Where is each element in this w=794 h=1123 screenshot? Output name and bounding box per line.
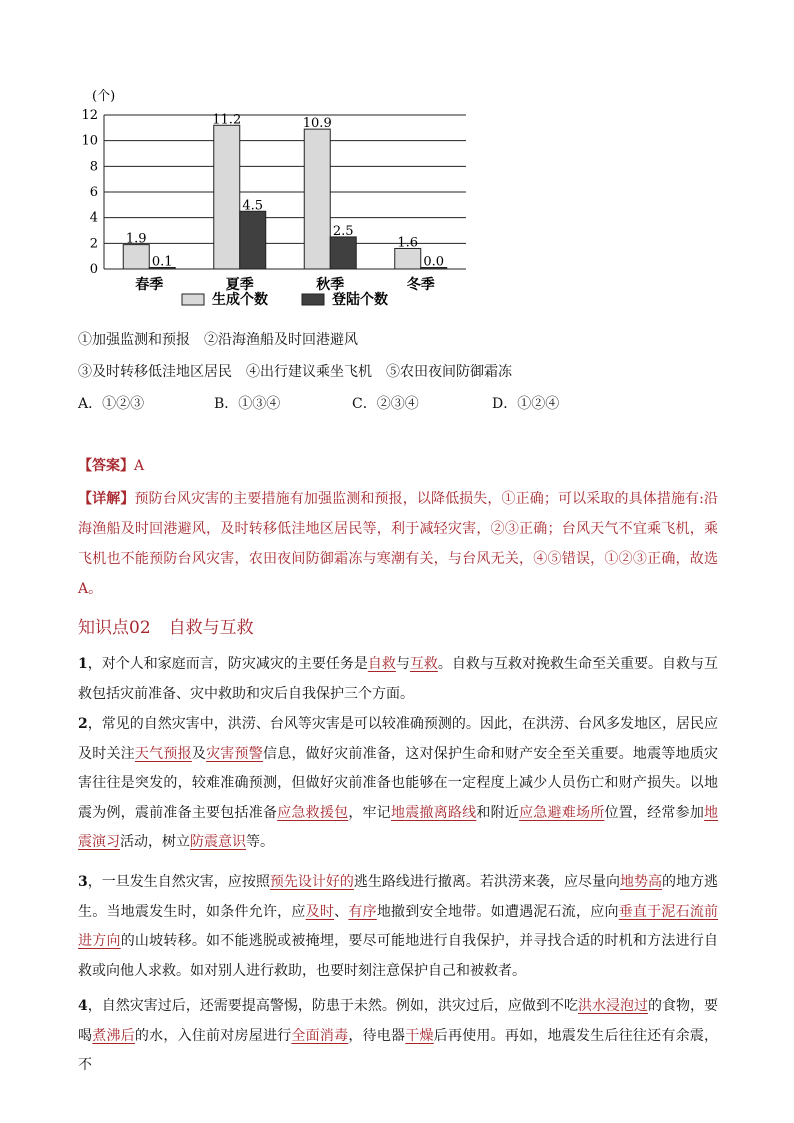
text-span: 的地方逃生。当地震发生时，如条件允许，应: [78, 874, 719, 920]
y-tick-label: 10: [81, 133, 98, 149]
chart-unit-label: (个): [92, 89, 116, 104]
text-span: ，牢记: [348, 804, 392, 821]
bar-landed: [330, 237, 356, 269]
text-span: 。自救与互救对挽救生命至关重要。自救与互救包括灾前准备、灾中救助和灾后自我保护三个方面。: [78, 656, 719, 702]
text-span: 后再使用。再如，地震发生后往往还有余震，不: [78, 1027, 719, 1073]
keyword-perpendicular: 垂直于泥石流前进方向: [78, 903, 719, 949]
text-span: 信息，做好灾前准备，这对保护生命和财产安全至关重要。地震等地质灾害往往是突发的，较难准确预测，但做好灾前准备也能够在一定程度上减少人员伤亡和财产损失。以地震为例，震前准备主要包括准备: [78, 745, 719, 821]
paragraph-number: 4: [78, 998, 88, 1014]
text-span: 活动，树立: [120, 834, 190, 850]
keyword-quake-awareness: 防震意识: [190, 834, 246, 850]
question-options-line-1: ①加强监测和预报 ②沿海渔船及时回港避风: [78, 332, 358, 348]
text-span: ，待电器: [348, 1027, 406, 1044]
data-label: 11.2: [212, 112, 242, 128]
section-number: 知识点02: [78, 618, 151, 638]
section-heading: [78, 616, 254, 640]
category-label: 春季: [135, 277, 164, 293]
text-span: ，常见的自然灾害中，洪涝、台风等灾害是可以较准确预测的。因此，在洪涝、台风多发地区，居民应及时关注: [78, 716, 718, 762]
bar-generated: [304, 129, 330, 269]
legend-swatch: [182, 294, 204, 305]
choice-c[interactable]: C．②③④: [352, 396, 419, 412]
keyword-weather-forecast: 天气预报: [134, 745, 192, 762]
keyword-pre-designed: 预先设计好的: [269, 874, 354, 890]
category-label: 冬季: [406, 277, 435, 293]
legend-swatch: [302, 294, 324, 305]
choice-a[interactable]: A．①②③: [78, 396, 145, 412]
keyword-shelter: 应急避难场所: [519, 804, 605, 821]
section-title: 自救与互救: [168, 618, 254, 638]
keyword-dry: 干燥: [405, 1027, 434, 1044]
text-span: ，一旦发生自然灾害，应按照: [87, 874, 270, 890]
y-tick-label: 6: [89, 185, 98, 200]
choice-d[interactable]: D．①②④: [492, 396, 560, 412]
paragraph-1: [78, 650, 718, 709]
keyword-disinfection: 全面消毒: [291, 1027, 349, 1044]
detail-label: 【详解】: [78, 491, 135, 507]
keyword-timely: 及时: [305, 903, 335, 920]
text-span: 的食物，要喝: [78, 998, 719, 1044]
keyword-evacuation-route: 地震撤离路线: [391, 804, 477, 821]
y-tick-label: 8: [89, 159, 98, 175]
answer-value: A: [134, 458, 145, 474]
text-span: 及: [191, 745, 207, 762]
text-span: 等。: [246, 834, 274, 850]
paragraph-4: [78, 992, 718, 1081]
text-span: 与: [395, 656, 410, 672]
answer-label: 【答案】: [78, 458, 134, 474]
question-options-line-2: ③及时转移低洼地区居民 ④出行建议乘坐飞机 ⑤农田夜间防御霜冻: [78, 364, 512, 380]
answer-line: [78, 456, 144, 476]
data-label: 0.0: [423, 254, 445, 270]
bar-landed: [240, 211, 266, 269]
text-span: 位置，经常参加: [604, 804, 705, 821]
bar-generated: [123, 245, 149, 269]
text-span: 和附近: [476, 804, 520, 821]
keyword-high-ground: 地势高: [619, 874, 663, 890]
bar-generated: [214, 125, 240, 269]
keyword-self-rescue: 自救: [367, 656, 396, 672]
legend-label: 生成个数: [212, 292, 268, 308]
paragraph-2: [78, 710, 718, 858]
paragraph-number: 3: [78, 874, 88, 890]
detail-explanation: [78, 484, 718, 604]
detail-text: 预防台风灾害的主要措施有加强监测和预报，以降低损失，①正确；可以采取的具体措施有:沿海渔船及时回港避风，及时转移低洼地区居民等，利于减轻灾害，②③正确；台风天气不宜乘飞机，乘飞机也不能预防台风灾害，农田夜间防御霜冻与寒潮有关，与台风无关，④⑤错误，①②③正确，故选A。: [78, 491, 719, 597]
paragraph-number: 1: [78, 656, 88, 672]
data-label: 1.9: [125, 231, 147, 247]
keyword-orderly: 有序: [348, 903, 377, 920]
category-label: 秋季: [316, 277, 345, 293]
keyword-flood-soaked: 洪水浸泡过: [577, 998, 648, 1014]
y-tick-label: 4: [89, 210, 98, 226]
data-label: 1.6: [397, 235, 419, 251]
text-span: ，自然灾害过后，还需要提高警惕，防患于未然。例如，洪灾过后，应做到不吃: [87, 998, 578, 1014]
bar-generated: [395, 248, 421, 269]
keyword-boiled: 煮沸后: [92, 1027, 135, 1044]
y-tick-label: 2: [89, 236, 98, 252]
keyword-earthquake-drill: 地震演习: [78, 804, 719, 850]
keyword-emergency-kit: 应急救援包: [277, 804, 349, 821]
text-span: ，对个人和家庭而言，防灾减灾的主要任务是: [87, 656, 368, 672]
text-span: 的水，入住前对房屋进行: [134, 1027, 292, 1044]
typhoon-season-bar-chart: [70, 86, 480, 326]
data-label: 0.1: [151, 254, 173, 270]
paragraph-number: 2: [78, 716, 88, 732]
data-label: 4.5: [242, 198, 264, 214]
text-span: 逃生路线进行撤离。若洪涝来袭，应尽量向: [353, 874, 620, 890]
legend-label: 登陆个数: [332, 292, 388, 308]
text-span: 地撤到安全地带。如遭遇泥石流，应向: [376, 903, 619, 920]
paragraph-3: [78, 868, 718, 986]
keyword-disaster-warning: 灾害预警: [206, 745, 263, 762]
text-span: 、: [334, 903, 349, 920]
y-tick-label: 12: [81, 108, 98, 123]
category-label: 夏季: [225, 277, 254, 293]
text-span: 的山坡转移。如不能逃脱或被掩埋，要尽可能地进行自我保护，并寻找合适的时机和方法进行自救或向他人求救。如对别人进行救助，也要时刻注意保护自己和被救者。: [78, 933, 719, 979]
data-label: 2.5: [332, 223, 354, 239]
data-label: 10.9: [302, 116, 332, 132]
choice-b[interactable]: B．①③④: [214, 396, 281, 412]
y-tick-label: 0: [89, 262, 98, 277]
keyword-mutual-rescue: 互救: [409, 656, 438, 672]
